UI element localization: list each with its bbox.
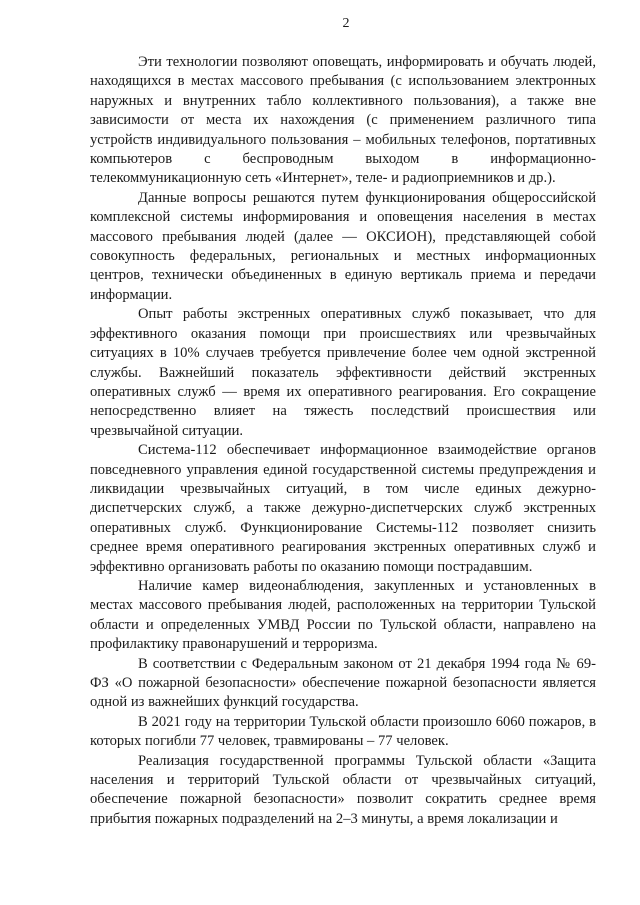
paragraph-oksion: Данные вопросы решаются путем функционирования общероссийской комплексной системы информирования и оповещения населения в местах массового пребывания людей (далее — ОКСИОН), представляющей собой совокупность федеральных, региональных и местных информационных центров, технически объединенных в единую вертикаль приема и передачи информации. <box>90 189 596 303</box>
paragraph-fire-stats: В 2021 году на территории Тульской области произошло 6060 пожаров, в которых погибли 77 человек, травмированы – 77 человек. <box>90 713 596 750</box>
paragraph-technologies: Эти технологии позволяют оповещать, информировать и обучать людей, находящихся в местах массового пребывания (с использованием электронных наружных и внутренних табло коллективного пользования), а также вне зависимости от места их нахождения (с применением различного типа устройств индивидуального пользования – мобильных телефонов, портативных компьютеров с беспроводным выходом в информационно-телекоммуникационную сеть «Интернет», теле- и радиоприемников и др.). <box>90 54 596 187</box>
paragraph-state-program: Реализация государственной программы Тульской области «Защита населения и территорий Тульской области от чрезвычайных ситуаций, обеспечение пожарной безопасности» позволит сократить среднее время прибытия пожарных подразделений на 2–3 минуты, а время локализации и <box>90 752 596 827</box>
paragraph-system-112: Система-112 обеспечивает информационное взаимодействие органов повседневного управления единой государственной системы предупреждения и ликвидации чрезвычайных ситуаций, в том числе единых дежурно-диспетчерских служб, а также дежурно-диспетчерских служб экстренных оперативных служб. Функционирование Системы-112 позволяет снизить среднее время оперативного реагирования экстренных оперативных служб и эффективно организовать работы по оказанию помощи пострадавшим. <box>90 442 596 575</box>
paragraph-fire-law: В соответствии с Федеральным законом от 21 декабря 1994 года № 69-ФЗ «О пожарной безопасности» обеспечение пожарной безопасности является одной из важнейших функций государства. <box>90 655 596 711</box>
paragraph-cameras: Наличие камер видеонаблюдения, закупленных и установленных в местах массового пребывания людей, расположенных на территории Тульской области и определенных УМВД России по Тульской области, направлено на профилактику правонарушений и терроризма. <box>90 577 596 653</box>
paragraph-emergency-services: Опыт работы экстренных оперативных служб показывает, что для эффективного оказания помощи при происшествиях или чрезвычайных ситуациях в 10% случаев требуется привлечение более чем одной экстренной службы. Важнейший показатель эффективности действий экстренных оперативных служб — время их оперативного реагирования. Его сокращение непосредственно влияет на тяжесть последствий происшествия или чрезвычайной ситуации. <box>90 306 596 439</box>
page-number: 2 <box>342 16 350 31</box>
